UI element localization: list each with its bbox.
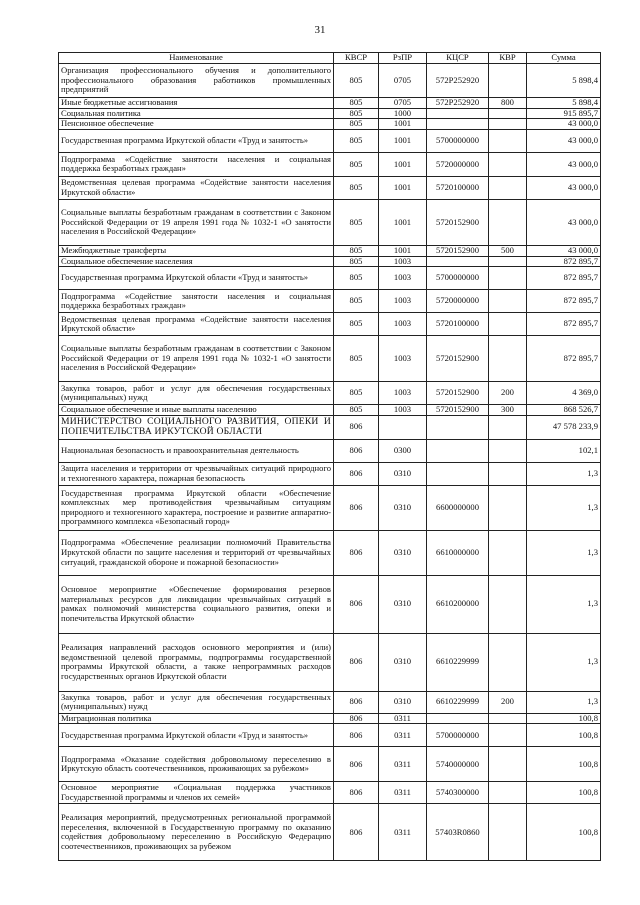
row-sum-cell: 1,3: [527, 530, 601, 575]
table-row: [59, 415, 601, 439]
row-kcsr-cell: [427, 462, 489, 485]
row-kvsr-cell: 805: [334, 119, 379, 130]
row-name-cell: Организация профессионального обучения и дополнительного профессионального образования работников промышленных предприятий: [59, 64, 334, 98]
row-kvsr-cell: 806: [334, 485, 379, 530]
row-kcsr-cell: 5720100000: [427, 313, 489, 336]
column-header-rzpr: РзПР: [379, 53, 427, 64]
row-kcsr-cell: 5700000000: [427, 267, 489, 290]
row-kvr-cell: 500: [489, 245, 527, 256]
row-kvsr-cell: 806: [334, 530, 379, 575]
row-name-cell: МИНИСТЕРСТВО СОЦИАЛЬНОГО РАЗВИТИЯ, ОПЕКИ И ПОПЕЧИТЕЛЬСТВА ИРКУТСКОЙ ОБЛАСТИ: [59, 415, 334, 439]
row-name-cell: Реализация направлений расходов основного мероприятия и (или) ведомственной целевой программы, подпрограммы государственной программы Иркутской области, а также непрограммных расходов государственных органов Иркутской области: [59, 633, 334, 691]
row-name-cell: Подпрограмма «Содействие занятости населения и социальная поддержка безработных граждан»: [59, 290, 334, 313]
row-kvr-cell: 800: [489, 98, 527, 109]
row-rzpr-cell: 0705: [379, 64, 427, 98]
row-kvsr-cell: 805: [334, 382, 379, 405]
table-row: [59, 462, 601, 485]
table-row: [59, 691, 601, 713]
row-name-cell: Подпрограмма «Оказание содействия добровольному переселению в Иркутскую область соотечественников, проживающих за рубежом»: [59, 747, 334, 782]
row-kvsr-cell: 805: [334, 108, 379, 119]
row-kcsr-cell: 5720000000: [427, 152, 489, 176]
row-name-cell: Закупка товаров, работ и услуг для обеспечения государственных (муниципальных) нужд: [59, 382, 334, 405]
row-rzpr-cell: 0311: [379, 804, 427, 861]
row-sum-cell: 100,8: [527, 724, 601, 747]
row-name-cell: Иные бюджетные ассигнования: [59, 98, 334, 109]
row-sum-cell: 43 000,0: [527, 119, 601, 130]
row-kvr-cell: [489, 129, 527, 152]
row-kvsr-cell: 805: [334, 267, 379, 290]
row-kvsr-cell: 805: [334, 98, 379, 109]
row-kvr-cell: [489, 713, 527, 724]
row-kvr-cell: [489, 199, 527, 245]
row-sum-cell: 872 895,7: [527, 256, 601, 267]
row-kvsr-cell: 805: [334, 336, 379, 382]
row-kvsr-cell: 805: [334, 245, 379, 256]
row-kcsr-cell: [427, 415, 489, 439]
row-kvr-cell: [489, 633, 527, 691]
row-name-cell: Государственная программа Иркутской области «Труд и занятость»: [59, 724, 334, 747]
column-header-kcsr: КЦСР: [427, 53, 489, 64]
row-kvsr-cell: 806: [334, 782, 379, 804]
row-rzpr-cell: 0310: [379, 691, 427, 713]
row-kvr-cell: 200: [489, 382, 527, 405]
row-sum-cell: 872 895,7: [527, 336, 601, 382]
row-kcsr-cell: [427, 119, 489, 130]
table-row: [59, 439, 601, 462]
column-header-kvr: КВР: [489, 53, 527, 64]
row-rzpr-cell: 1003: [379, 336, 427, 382]
table-row: [59, 313, 601, 336]
row-name-cell: Подпрограмма «Содействие занятости населения и социальная поддержка безработных граждан»: [59, 152, 334, 176]
row-kvr-cell: [489, 804, 527, 861]
table-body: [59, 64, 601, 861]
table-row: [59, 199, 601, 245]
row-kvr-cell: [489, 119, 527, 130]
table-row: [59, 724, 601, 747]
row-kvr-cell: [489, 782, 527, 804]
row-sum-cell: 872 895,7: [527, 313, 601, 336]
table-row: [59, 633, 601, 691]
row-kcsr-cell: 5700000000: [427, 129, 489, 152]
table-row: [59, 290, 601, 313]
row-kvsr-cell: 805: [334, 313, 379, 336]
row-kvr-cell: [489, 530, 527, 575]
row-rzpr-cell: 1003: [379, 405, 427, 416]
row-kvsr-cell: 805: [334, 129, 379, 152]
row-kvr-cell: [489, 575, 527, 633]
row-rzpr-cell: 0310: [379, 633, 427, 691]
row-kvr-cell: [489, 64, 527, 98]
row-sum-cell: 43 000,0: [527, 199, 601, 245]
table-row: [59, 119, 601, 130]
row-kcsr-cell: [427, 713, 489, 724]
row-kvsr-cell: 806: [334, 415, 379, 439]
table-row: [59, 129, 601, 152]
table-row: [59, 108, 601, 119]
row-sum-cell: 43 000,0: [527, 129, 601, 152]
row-rzpr-cell: 1000: [379, 108, 427, 119]
table-row: [59, 152, 601, 176]
row-kvr-cell: [489, 313, 527, 336]
row-sum-cell: 100,8: [527, 747, 601, 782]
row-kvsr-cell: 805: [334, 199, 379, 245]
row-kvsr-cell: 806: [334, 724, 379, 747]
row-rzpr-cell: 0310: [379, 575, 427, 633]
row-sum-cell: 1,3: [527, 485, 601, 530]
table-row: [59, 575, 601, 633]
row-name-cell: Социальные выплаты безработным гражданам в соответствии с Законом Российской Федерации от 19 апреля 1991 года № 1032-1 «О занятости населения в Российской Федерации»: [59, 336, 334, 382]
row-rzpr-cell: 0705: [379, 98, 427, 109]
row-kvr-cell: [489, 415, 527, 439]
table-row: [59, 336, 601, 382]
row-kvsr-cell: 806: [334, 747, 379, 782]
row-sum-cell: 5 898,4: [527, 98, 601, 109]
row-name-cell: Пенсионное обеспечение: [59, 119, 334, 130]
row-kvr-cell: [489, 176, 527, 199]
row-kvsr-cell: 805: [334, 64, 379, 98]
row-kvr-cell: [489, 336, 527, 382]
row-rzpr-cell: 1003: [379, 290, 427, 313]
row-sum-cell: 4 369,0: [527, 382, 601, 405]
row-kvsr-cell: 805: [334, 290, 379, 313]
row-kvr-cell: [489, 462, 527, 485]
row-rzpr-cell: 0311: [379, 747, 427, 782]
row-sum-cell: 5 898,4: [527, 64, 601, 98]
row-name-cell: Реализация мероприятий, предусмотренных региональной программой переселения, включенной в Государственную программу по оказанию содействия добровольному переселению в Российскую Федерацию соотечественников, проживающих за рубежом: [59, 804, 334, 861]
row-name-cell: Подпрограмма «Обеспечение реализации полномочий Правительства Иркутской области по защите населения и территорий от чрезвычайных ситуаций, гражданской обороне и пожарной безопасности»: [59, 530, 334, 575]
row-kvsr-cell: 805: [334, 256, 379, 267]
row-kvsr-cell: 806: [334, 691, 379, 713]
row-kcsr-cell: 572P252920: [427, 64, 489, 98]
row-sum-cell: 1,3: [527, 575, 601, 633]
table-row: [59, 98, 601, 109]
row-kvr-cell: [489, 724, 527, 747]
row-rzpr-cell: 0310: [379, 485, 427, 530]
row-kcsr-cell: 5720152900: [427, 382, 489, 405]
row-kcsr-cell: 5720152900: [427, 245, 489, 256]
row-kcsr-cell: [427, 108, 489, 119]
table-row: [59, 804, 601, 861]
row-sum-cell: 43 000,0: [527, 245, 601, 256]
row-name-cell: Государственная программа Иркутской области «Труд и занятость»: [59, 267, 334, 290]
page-number: 31: [314, 24, 326, 36]
budget-table: [58, 52, 601, 861]
row-rzpr-cell: 1001: [379, 245, 427, 256]
row-kcsr-cell: [427, 256, 489, 267]
row-kcsr-cell: [427, 439, 489, 462]
table-row: [59, 405, 601, 416]
row-rzpr-cell: 1001: [379, 129, 427, 152]
row-sum-cell: 100,8: [527, 804, 601, 861]
table-row: [59, 64, 601, 98]
row-kcsr-cell: 57403R0860: [427, 804, 489, 861]
row-rzpr-cell: 1001: [379, 119, 427, 130]
row-kvsr-cell: 806: [334, 804, 379, 861]
row-kcsr-cell: 5720152900: [427, 405, 489, 416]
table-row: [59, 713, 601, 724]
row-sum-cell: 1,3: [527, 633, 601, 691]
row-kcsr-cell: 6610229999: [427, 633, 489, 691]
row-kcsr-cell: 6610000000: [427, 530, 489, 575]
table-row: [59, 176, 601, 199]
row-kcsr-cell: 5740000000: [427, 747, 489, 782]
row-kcsr-cell: 5700000000: [427, 724, 489, 747]
row-kcsr-cell: 6610200000: [427, 575, 489, 633]
row-sum-cell: 872 895,7: [527, 267, 601, 290]
row-name-cell: Государственная программа Иркутской области «Обеспечение комплексных мер противодействия чрезвычайным ситуациям природного и техногенного характера, построение и развитие аппаратно-программного комплекса «Безопасный город»: [59, 485, 334, 530]
table-row: [59, 782, 601, 804]
row-rzpr-cell: 1003: [379, 313, 427, 336]
table-row: [59, 530, 601, 575]
table-header-row: [59, 53, 601, 64]
row-name-cell: Ведомственная целевая программа «Содействие занятости населения Иркутской области»: [59, 176, 334, 199]
table-row: [59, 747, 601, 782]
column-header-sum: Сумма: [527, 53, 601, 64]
row-name-cell: Социальные выплаты безработным гражданам в соответствии с Законом Российской Федерации от 19 апреля 1991 года № 1032-1 «О занятости населения в Российской Федерации»: [59, 199, 334, 245]
column-header-name: Наименование: [59, 53, 334, 64]
row-name-cell: Миграционная политика: [59, 713, 334, 724]
row-sum-cell: 100,8: [527, 713, 601, 724]
row-kcsr-cell: 5720152900: [427, 199, 489, 245]
row-sum-cell: 915 895,7: [527, 108, 601, 119]
row-kvr-cell: [489, 485, 527, 530]
row-sum-cell: 868 526,7: [527, 405, 601, 416]
row-kvr-cell: [489, 108, 527, 119]
row-rzpr-cell: 0311: [379, 782, 427, 804]
row-name-cell: Основное мероприятие «Социальная поддержка участников Государственной программы и членов их семей»: [59, 782, 334, 804]
row-kcsr-cell: 6600000000: [427, 485, 489, 530]
row-kvr-cell: 200: [489, 691, 527, 713]
row-name-cell: Ведомственная целевая программа «Содействие занятости населения Иркутской области»: [59, 313, 334, 336]
row-kcsr-cell: 572P252920: [427, 98, 489, 109]
row-rzpr-cell: 1001: [379, 152, 427, 176]
table-row: [59, 267, 601, 290]
row-kcsr-cell: 6610229999: [427, 691, 489, 713]
row-rzpr-cell: 1003: [379, 382, 427, 405]
row-sum-cell: 102,1: [527, 439, 601, 462]
row-kvsr-cell: 806: [334, 713, 379, 724]
row-kvsr-cell: 806: [334, 575, 379, 633]
row-kvsr-cell: 805: [334, 152, 379, 176]
table-row: [59, 485, 601, 530]
row-sum-cell: 43 000,0: [527, 176, 601, 199]
row-kvsr-cell: 806: [334, 462, 379, 485]
row-kcsr-cell: 5720100000: [427, 176, 489, 199]
row-kvr-cell: [489, 439, 527, 462]
row-rzpr-cell: 1003: [379, 267, 427, 290]
row-name-cell: Социальная политика: [59, 108, 334, 119]
row-kvr-cell: [489, 267, 527, 290]
row-rzpr-cell: 1001: [379, 199, 427, 245]
row-kvsr-cell: 805: [334, 176, 379, 199]
row-name-cell: Защита населения и территории от чрезвычайных ситуаций природного и техногенного характера, пожарная безопасность: [59, 462, 334, 485]
row-kcsr-cell: 5720000000: [427, 290, 489, 313]
row-sum-cell: 47 578 233,9: [527, 415, 601, 439]
row-kvr-cell: [489, 290, 527, 313]
row-name-cell: Закупка товаров, работ и услуг для обеспечения государственных (муниципальных) нужд: [59, 691, 334, 713]
table-row: [59, 256, 601, 267]
row-name-cell: Социальное обеспечение населения: [59, 256, 334, 267]
row-kvr-cell: [489, 152, 527, 176]
row-rzpr-cell: 1001: [379, 176, 427, 199]
row-sum-cell: 1,3: [527, 691, 601, 713]
row-kvr-cell: 300: [489, 405, 527, 416]
row-kcsr-cell: 5740300000: [427, 782, 489, 804]
row-name-cell: Межбюджетные трансферты: [59, 245, 334, 256]
row-sum-cell: 1,3: [527, 462, 601, 485]
row-kvr-cell: [489, 747, 527, 782]
row-kvsr-cell: 806: [334, 633, 379, 691]
row-rzpr-cell: 0311: [379, 713, 427, 724]
row-kcsr-cell: 5720152900: [427, 336, 489, 382]
row-sum-cell: 872 895,7: [527, 290, 601, 313]
row-name-cell: Государственная программа Иркутской области «Труд и занятость»: [59, 129, 334, 152]
row-name-cell: Основное мероприятие «Обеспечение формирования резервов материальных ресурсов для ликвидации чрезвычайных ситуаций в рамках полномочий министерства социального развития, опеки и попечительства Иркутской области»: [59, 575, 334, 633]
row-kvsr-cell: 805: [334, 405, 379, 416]
row-rzpr-cell: 0311: [379, 724, 427, 747]
column-header-kvsr: КВСР: [334, 53, 379, 64]
row-name-cell: Социальное обеспечение и иные выплаты населению: [59, 405, 334, 416]
row-rzpr-cell: 0310: [379, 462, 427, 485]
row-kvr-cell: [489, 256, 527, 267]
row-rzpr-cell: 0310: [379, 530, 427, 575]
row-sum-cell: 43 000,0: [527, 152, 601, 176]
row-name-cell: Национальная безопасность и правоохранительная деятельность: [59, 439, 334, 462]
table-row: [59, 382, 601, 405]
row-rzpr-cell: [379, 415, 427, 439]
row-rzpr-cell: 1003: [379, 256, 427, 267]
row-sum-cell: 100,8: [527, 782, 601, 804]
table-row: [59, 245, 601, 256]
row-rzpr-cell: 0300: [379, 439, 427, 462]
row-kvsr-cell: 806: [334, 439, 379, 462]
